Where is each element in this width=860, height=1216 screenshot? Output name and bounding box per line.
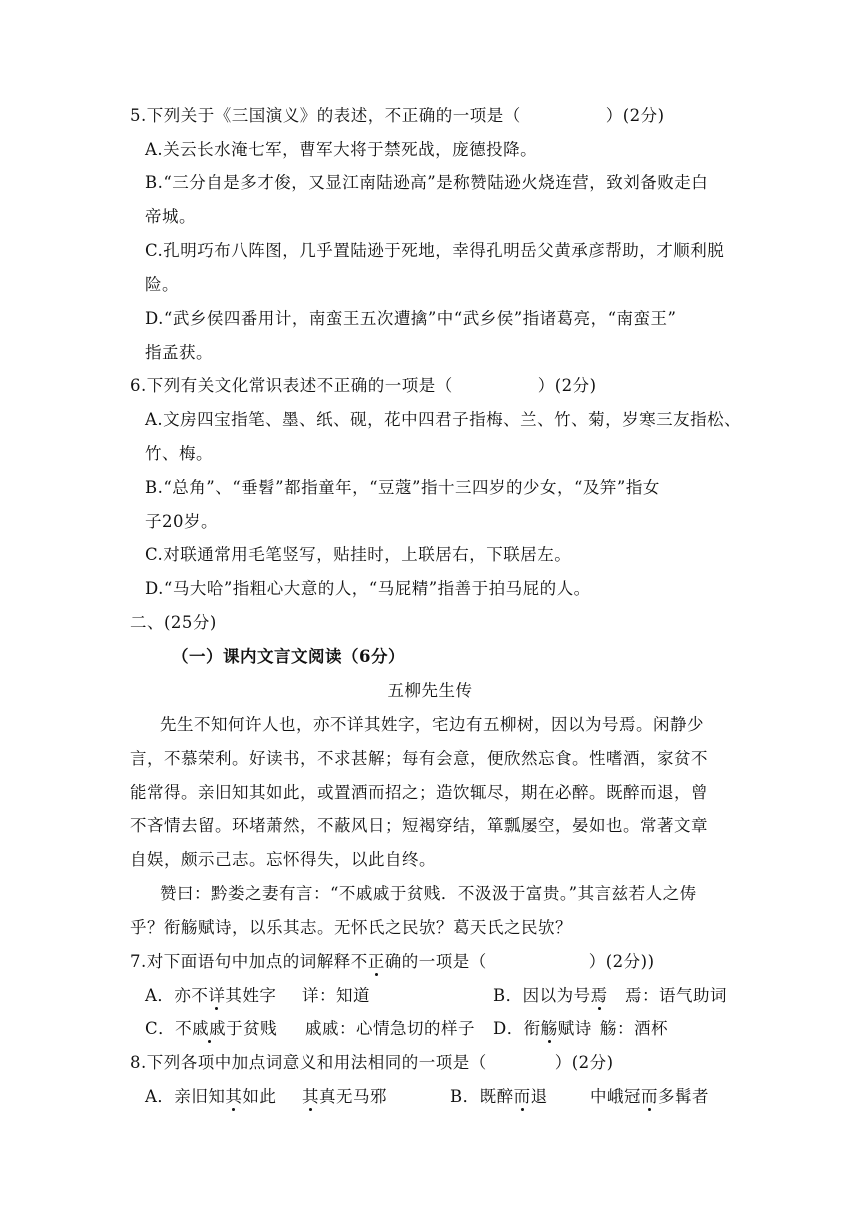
q7-stem-text: 7.对下面语句中加点的词解释 bbox=[130, 952, 351, 971]
q8-option-a-compare-dotted: 其 bbox=[302, 1087, 319, 1106]
q6-stem: 6.下列有关文化常识表述不正确的一项是（ ）(2分) bbox=[130, 376, 597, 395]
q7-stem-text: 的一项是（ ）(2分)) bbox=[401, 952, 655, 971]
q5-option-d-line1: D.“武乡侯四番用计，南蛮王五次遭擒”中“武乡侯”指诸葛亮，“南蛮王” bbox=[145, 309, 677, 328]
passage-line: 先生不知何许人也，亦不详其姓字，宅边有五柳树，因以为号焉。闲静少 bbox=[160, 715, 704, 734]
q7-stem-emphasis: 不正确 bbox=[350, 952, 402, 971]
q8-option-a-dotted: 其 bbox=[225, 1087, 243, 1106]
q8-option-b-compare-text: 中峨冠 bbox=[590, 1087, 641, 1106]
q6-option-a-line2: 竹、梅。 bbox=[145, 444, 213, 463]
q5-option-b-line2: 帝城。 bbox=[145, 207, 196, 226]
q8-option-a-compare bbox=[302, 1086, 387, 1108]
q7-option-c bbox=[145, 1018, 277, 1040]
q8-option-b-compare bbox=[590, 1086, 709, 1108]
q7-option-d bbox=[493, 1018, 592, 1040]
q5-option-a: A.关云长水淹七军，曹军大将于禁死战，庞德投降。 bbox=[145, 140, 538, 159]
q5-option-c-line2: 险。 bbox=[145, 275, 179, 294]
q8-option-b-text: B．既醉 bbox=[450, 1087, 514, 1106]
q7-option-d-dotted: 觞 bbox=[540, 1019, 558, 1038]
q7-option-b-text: B．因以为号 bbox=[493, 986, 591, 1005]
q7-option-c-text: C．不 bbox=[145, 1019, 193, 1038]
passage-title: 五柳先生传 bbox=[387, 681, 473, 700]
q7-option-b bbox=[493, 985, 608, 1007]
q8-option-b-text: 退 bbox=[530, 1087, 548, 1106]
q7-option-a-text: A．亦不 bbox=[145, 986, 209, 1005]
q7-stem bbox=[130, 951, 655, 973]
q8-stem: 8.下列各项中加点词意义和用法相同的一项是（ ）(2分) bbox=[130, 1053, 614, 1072]
q7-option-a-text: 其姓字 bbox=[225, 986, 277, 1005]
q5-option-d-line2: 指孟获。 bbox=[145, 343, 213, 362]
q5-option-b-line1: B.“三分自是多才俊，又显江南陆逊高”是称赞陆逊火烧连营，致刘备败走白 bbox=[145, 173, 709, 192]
q7-option-a-gloss: 详：知道 bbox=[302, 986, 370, 1005]
q8-option-b-compare-dotted: 而 bbox=[641, 1087, 658, 1106]
q7-option-b-dotted: 焉 bbox=[590, 986, 608, 1005]
q7-option-c-text: 于贫贱 bbox=[226, 1019, 278, 1038]
q7-option-c-dotted: 戚戚 bbox=[192, 1019, 227, 1038]
q8-option-b-dotted: 而 bbox=[513, 1087, 531, 1106]
q8-option-b-compare-text: 多髯者 bbox=[658, 1087, 709, 1106]
q6-option-a-line1: A.文房四宝指笔、墨、纸、砚，花中四君子指梅、兰、竹、菊，岁寒三友指松、 bbox=[145, 410, 742, 429]
q6-option-b-line1: B.“总角”、“垂髫”都指童年，“豆蔻”指十三四岁的少女，“及笄”指女 bbox=[145, 478, 660, 497]
q8-option-a-text: A．亲旧知 bbox=[145, 1087, 226, 1106]
q5-stem: 5.下列关于《三国演义》的表述，不正确的一项是（ ）(2分) bbox=[130, 106, 665, 125]
q6-option-c: C.对联通常用毛笔竖写，贴挂时，上联居右，下联居左。 bbox=[145, 545, 572, 564]
passage-line: 能常得。亲旧知其如此，或置酒而招之；造饮辄尽，期在必醉。既醉而退，曾 bbox=[130, 783, 708, 802]
q6-option-d: D.“马大哈”指粗心大意的人，“马屁精”指善于拍马屁的人。 bbox=[145, 579, 591, 598]
passage-line: 乎？衔觞赋诗，以乐其志。无怀氏之民欤？葛天氏之民欤？ bbox=[130, 918, 572, 937]
passage-line: 不吝情去留。环堵萧然，不蔽风日；短褐穿结，箪瓢屡空，晏如也。常著文章 bbox=[130, 816, 708, 835]
q5-option-c-line1: C.孔明巧布八阵图，几乎置陆逊于死地，幸得孔明岳父黄承彦帮助，才顺利脱 bbox=[145, 241, 725, 260]
subsection-heading: （一）课内文言文阅读（6分） bbox=[172, 647, 405, 666]
q8-option-a-compare-text: 真无马邪 bbox=[319, 1087, 387, 1106]
q7-option-b-gloss: 焉：语气助词 bbox=[625, 986, 727, 1005]
section-heading: 二、(25分) bbox=[130, 613, 217, 632]
q8-option-a bbox=[145, 1086, 276, 1108]
passage-line: 自娱，颇示己志。忘怀得失，以此自终。 bbox=[130, 850, 436, 869]
q7-option-a-dotted: 详 bbox=[208, 986, 226, 1005]
q7-option-a bbox=[145, 985, 276, 1007]
passage-line: 言，不慕荣利。好读书，不求甚解；每有会意，便欣然忘食。性嗜酒，家贫不 bbox=[130, 749, 708, 768]
passage-line: 赞曰：黔娄之妻有言：“不戚戚于贫贱．不汲汲于富贵。”其言兹若人之俦 bbox=[160, 884, 697, 903]
q8-option-a-text: 如此 bbox=[242, 1087, 277, 1106]
q8-option-b bbox=[450, 1086, 548, 1108]
q7-option-d-gloss: 觞：酒杯 bbox=[600, 1019, 668, 1038]
q7-option-c-gloss: 戚戚：心情急切的样子 bbox=[305, 1019, 475, 1038]
q7-option-d-text: 赋诗 bbox=[557, 1019, 592, 1038]
q7-option-d-text: D．衔 bbox=[493, 1019, 541, 1038]
q6-option-b-line2: 子20岁。 bbox=[145, 512, 218, 531]
